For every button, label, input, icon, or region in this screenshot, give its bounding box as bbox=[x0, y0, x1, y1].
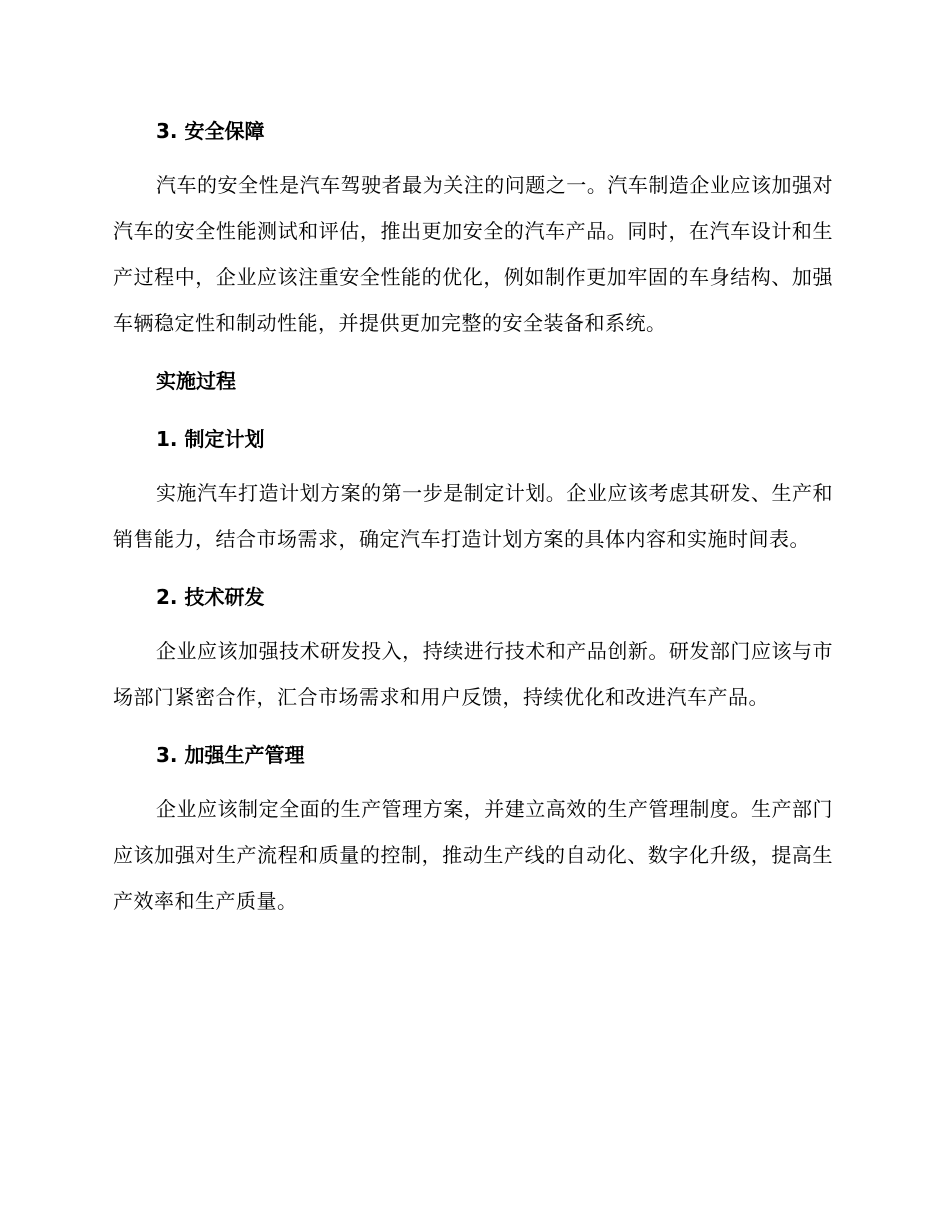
section-heading-plan: 1. 制定计划 bbox=[156, 427, 265, 451]
section-heading-production: 3. 加强生产管理 bbox=[156, 743, 305, 767]
section-paragraph-plan: 实施汽车打造计划方案的第一步是制定计划。企业应该考虑其研发、生产和销售能力，结合市场需求，确定汽车打造计划方案的具体内容和实施时间表。 bbox=[113, 481, 833, 551]
document-page bbox=[113, 108, 833, 924]
section-paragraph-rnd: 企业应该加强技术研发投入，持续进行技术和产品创新。研发部门应该与市场部门紧密合作，汇合市场需求和用户反馈，持续优化和改进汽车产品。 bbox=[113, 639, 833, 709]
section-paragraph-production: 企业应该制定全面的生产管理方案，并建立高效的生产管理制度。生产部门应该加强对生产流程和质量的控制，推动生产线的自动化、数字化升级，提高生产效率和生产质量。 bbox=[113, 797, 833, 913]
section-paragraph-safety: 汽车的安全性是汽车驾驶者最为关注的问题之一。汽车制造企业应该加强对汽车的安全性能测试和评估，推出更加安全的汽车产品。同时，在汽车设计和生产过程中，企业应该注重安全性能的优化，例如制作更加牢固的车身结构、加强车辆稳定性和制动性能，并提供更加完整的安全装备和系统。 bbox=[113, 173, 833, 335]
section-heading-safety: 3. 安全保障 bbox=[156, 119, 265, 143]
section-heading-rnd: 2. 技术研发 bbox=[156, 585, 265, 609]
section-heading-implementation: 实施过程 bbox=[156, 369, 236, 393]
